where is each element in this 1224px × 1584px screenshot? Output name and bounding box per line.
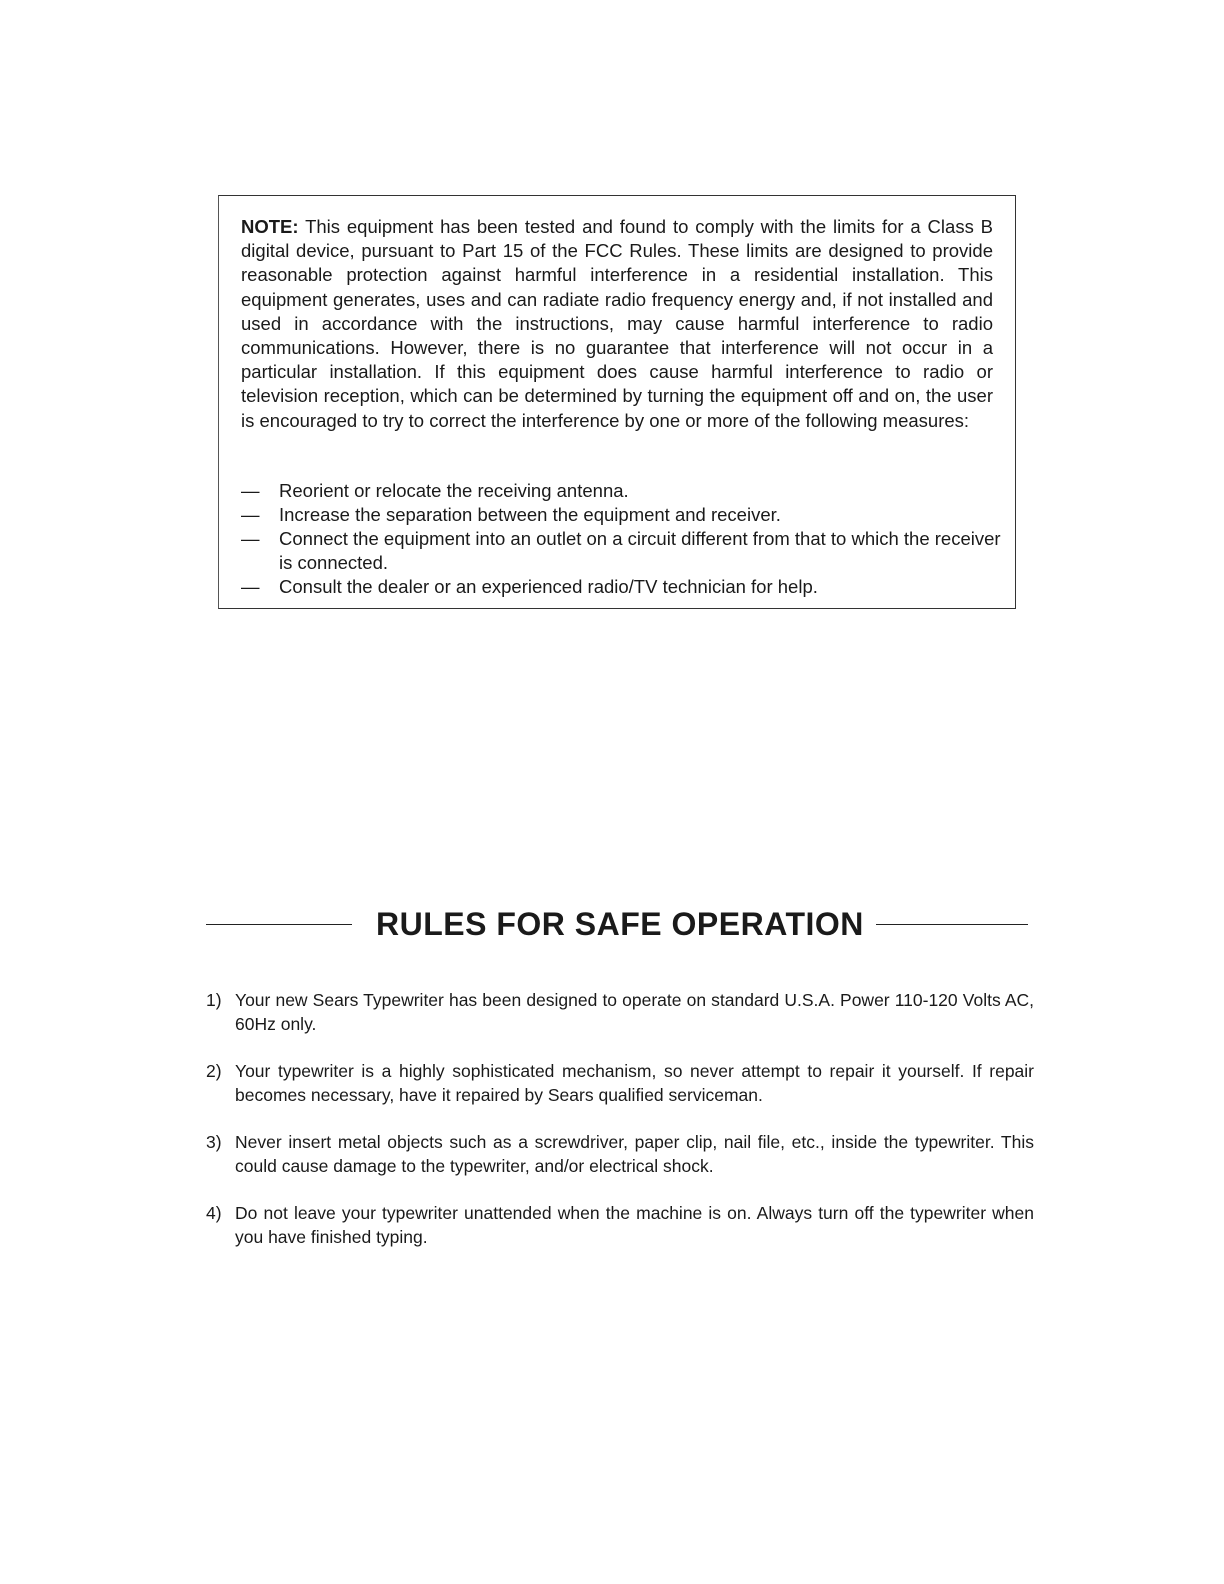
fcc-note-box bbox=[218, 195, 1016, 609]
rule-text: Never insert metal objects such as a screwdriver, paper clip, nail file, etc., inside the typewriter. This could cause damage to the typewriter, and/or electrical shock. bbox=[235, 1132, 1034, 1176]
fcc-note-paragraph bbox=[241, 215, 993, 433]
rule-number: 1) bbox=[206, 990, 222, 1010]
measure-text: Reorient or relocate the receiving antenna. bbox=[279, 480, 629, 501]
heading-rule-right bbox=[876, 924, 1028, 925]
rules-title: RULES FOR SAFE OPERATION bbox=[376, 905, 864, 942]
rules-list bbox=[206, 988, 1034, 1272]
measure-item bbox=[241, 503, 1001, 527]
rule-item bbox=[206, 1130, 1034, 1178]
dash-bullet: — bbox=[241, 504, 260, 525]
rule-number: 2) bbox=[206, 1061, 222, 1081]
measure-item bbox=[241, 575, 1001, 599]
rules-heading bbox=[206, 900, 1028, 948]
rule-text: Your new Sears Typewriter has been designed to operate on standard U.S.A. Power 110-120 Volts AC, 60Hz only. bbox=[235, 990, 1034, 1034]
measure-text: Consult the dealer or an experienced radio/TV technician for help. bbox=[279, 576, 818, 597]
rule-item bbox=[206, 1201, 1034, 1249]
rule-number: 3) bbox=[206, 1132, 222, 1152]
heading-rule-left bbox=[206, 924, 352, 925]
measure-text: Increase the separation between the equipment and receiver. bbox=[279, 504, 781, 525]
dash-bullet: — bbox=[241, 480, 260, 501]
rule-text: Do not leave your typewriter unattended when the machine is on. Always turn off the typewriter when you have finished typing. bbox=[235, 1203, 1034, 1247]
measure-text: Connect the equipment into an outlet on a circuit different from that to which the receiver is connected. bbox=[279, 528, 1001, 573]
measure-item bbox=[241, 527, 1001, 575]
rule-number: 4) bbox=[206, 1203, 222, 1223]
measure-item bbox=[241, 479, 1001, 503]
rule-text: Your typewriter is a highly sophisticated mechanism, so never attempt to repair it yourself. If repair becomes necessary, have it repaired by Sears qualified serviceman. bbox=[235, 1061, 1034, 1105]
note-text: This equipment has been tested and found to comply with the limits for a Class B digital device, pursuant to Part 15 of the FCC Rules. These limits are designed to provide reasonable protection against harmful interference in a residential installation. This equipment generates, uses and can radiate radio frequency energy and, if not installed and used in accordance with the instructions, may cause harmful interference to radio communications. However, there is no guarantee that interference will not occur in a particular installation. If this equipment does cause harmful interference to radio or television reception, which can be determined by turning the equipment off and on, the user is encouraged to try to correct the interference by one or more of the following measures: bbox=[241, 216, 994, 431]
dash-bullet: — bbox=[241, 528, 260, 549]
dash-bullet: — bbox=[241, 576, 260, 597]
rule-item bbox=[206, 988, 1034, 1036]
note-label: NOTE: bbox=[241, 216, 299, 237]
rule-item bbox=[206, 1059, 1034, 1107]
measures-list bbox=[241, 479, 1001, 599]
